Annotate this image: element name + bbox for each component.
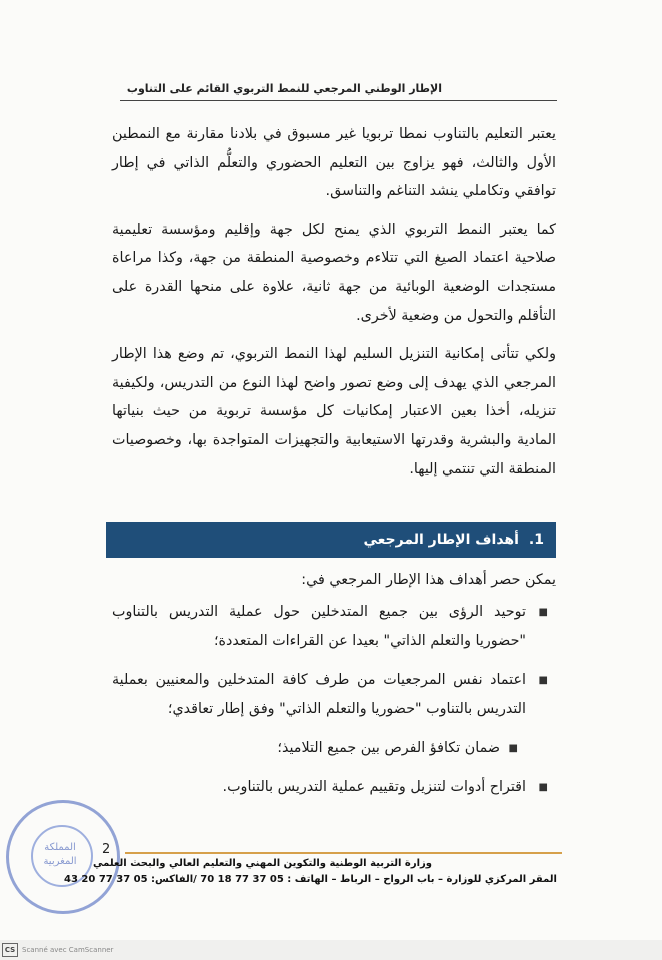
official-seal: [6, 800, 120, 914]
list-item: ■ اعتماد نفس المرجعيات من طرف كافة المتدخلين والمعنيين بعملية التدريس بالتناوب "حضوريا والتعلم الذاتي" وفق إطار تعاقدي؛: [112, 666, 556, 724]
list-item: ■ توحيد الرؤى بين جميع المتدخلين حول عملية التدريس بالتناوب "حضوريا والتعلم الذاتي" بعيدا عن القراءات المتعددة؛: [112, 598, 556, 656]
list-item: ■ اقتراح أدوات لتنزيل وتقييم عملية التدريس بالتناوب.: [112, 773, 556, 802]
paragraph-2: كما يعتبر النمط التربوي الذي يمنح لكل جهة وإقليم ومؤسسة تعليمية صلاحية اعتماد الصيغ التي تتلاءم وخصوصية المنطقة من جهة، وكذا مراعاة مستجدات الوضعية الوبائية من جهة ثانية، علاوة على منحها القدرة على التأقلم والتحول من وضعية لأخرى.: [112, 221, 556, 324]
camscanner-icon: CS: [2, 943, 18, 957]
bullet-icon: ■: [538, 782, 548, 793]
section-heading: [106, 522, 556, 558]
list-item: ■ ضمان تكافؤ الفرص بين جميع التلاميذ؛: [112, 734, 556, 763]
body-text: [112, 120, 556, 493]
bullet-icon: ■: [538, 675, 548, 686]
bullet-icon: ■: [538, 607, 548, 618]
section-number: 1.: [528, 532, 544, 548]
footer-address: المقر المركزي للوزارة – باب الرواح – الرباط – الهاتف : 05 37 77 18 70 /الفاكس: 05 37 77 20 43: [64, 874, 557, 885]
footer-divider: [125, 852, 562, 854]
page-number: 2: [102, 842, 111, 857]
seal-text: المملكة المغربية: [43, 842, 77, 867]
page-header-title: الإطار الوطني المرجعي للنمط التربوي القائم على التناوب: [126, 82, 442, 95]
objectives-list: [112, 598, 556, 812]
section-title: أهداف الإطار المرجعي: [363, 532, 519, 548]
objectives-intro: يمكن حصر أهداف هذا الإطار المرجعي في:: [301, 572, 556, 588]
paragraph-1: يعتبر التعليم بالتناوب نمطا تربويا غير مسبوق في بلادنا مقارنة مع النمطين الأول والثالث، فهو يزاوج بين التعليم الحضوري والتعلُّم الذاتي في إطار توافقي وتكاملي ينشد التناغم والتناسق.: [112, 126, 556, 200]
scanner-bar: [0, 940, 662, 960]
scanner-label: Scanné avec CamScanner: [22, 946, 114, 954]
bullet-icon: ■: [508, 743, 518, 754]
header-divider: [120, 100, 557, 101]
footer-ministry: وزارة التربية الوطنية والتكوين المهني والتعليم العالي والبحث العلمي: [93, 858, 432, 869]
paragraph-3: ولكي تتأتى إمكانية التنزيل السليم لهذا النمط التربوي، تم وضع هذا الإطار المرجعي الذي يهدف إلى وضع تصور واضح لهذا النوع من التدريس، ولكيفية تنزيله، أخذا بعين الاعتبار إمكانيات كل مؤسسة تربوية من حيث بنياتها المادية والبشرية وقدرتها الاستيعابية والتجهيزات المتواجدة بها، وخصوصيات المنطقة التي تنتمي إليها.: [112, 346, 556, 477]
